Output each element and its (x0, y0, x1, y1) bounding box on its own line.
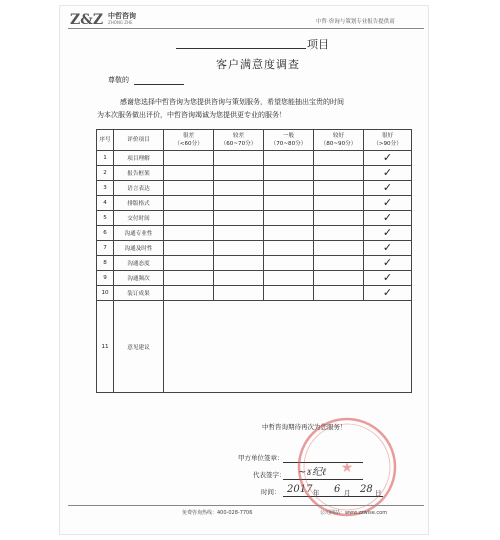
rating-cell[interactable] (214, 286, 264, 301)
rating-cell[interactable] (314, 151, 364, 166)
rating-range: （60~70分） (220, 141, 257, 147)
date-day: 28 (360, 484, 373, 495)
check-mark-icon: ✓ (382, 286, 393, 299)
rating-table (96, 129, 412, 393)
rating-cell-checked[interactable] (364, 151, 412, 166)
rating-cell-checked[interactable] (364, 241, 412, 256)
footer-divider (68, 505, 424, 506)
rating-cell-checked[interactable] (364, 286, 412, 301)
rating-cell[interactable] (264, 181, 314, 196)
col-header-item: 评价项目 (114, 130, 164, 151)
table-row (97, 196, 412, 211)
rating-cell[interactable] (314, 226, 364, 241)
handwritten-signature: ~ɤ纪ℓ (298, 467, 327, 478)
rating-cell[interactable] (314, 286, 364, 301)
col-header-rating (214, 130, 264, 151)
row-item: 沟通专业性 (114, 226, 164, 241)
rating-cell[interactable] (264, 196, 314, 211)
rating-cell-checked[interactable] (364, 271, 412, 286)
col-header-rating (364, 130, 412, 151)
table-row (97, 166, 412, 181)
greeting: 尊敬的 (108, 76, 129, 84)
check-mark-icon: ✓ (382, 196, 393, 209)
rating-label: 很好 (381, 133, 394, 139)
date-year: 2017 (287, 484, 313, 495)
intro-line-1: 感谢您选择中哲咨询为您提供咨询与策划服务，希望您能抽出宝贵的时间 (120, 98, 344, 106)
rating-label: 一般 (282, 133, 295, 139)
check-mark-icon: ✓ (382, 151, 393, 164)
row-item: 沟通态度 (114, 256, 164, 271)
rating-cell[interactable] (314, 196, 364, 211)
rating-range: （<60分） (174, 141, 203, 147)
rating-cell[interactable] (164, 271, 214, 286)
table-row (97, 211, 412, 226)
row-item: 语言表达 (114, 181, 164, 196)
header-divider (68, 28, 424, 29)
row-number: 10 (97, 286, 114, 301)
row-number: 6 (97, 226, 114, 241)
rating-cell[interactable] (164, 181, 214, 196)
website: 公司网站：www.zzwise.com (320, 510, 388, 516)
table-row (97, 226, 412, 241)
check-mark-icon: ✓ (382, 241, 393, 254)
row-number: 8 (97, 256, 114, 271)
suggestion-row (97, 301, 412, 393)
row-number: 2 (97, 166, 114, 181)
col-header-rating (314, 130, 364, 151)
rating-cell[interactable] (214, 196, 264, 211)
rating-cell[interactable] (264, 166, 314, 181)
row-item: 装订成果 (114, 286, 164, 301)
rating-range: （80~90分） (320, 141, 357, 147)
table-row (97, 151, 412, 166)
rating-cell[interactable] (164, 241, 214, 256)
row-item: 报告框架 (114, 166, 164, 181)
check-mark-icon: ✓ (382, 226, 393, 239)
company-logo: Z&Z (70, 12, 104, 28)
check-mark-icon: ✓ (382, 271, 393, 284)
rating-cell[interactable] (214, 151, 264, 166)
date-month: 6 (334, 484, 341, 495)
rating-cell[interactable] (164, 151, 214, 166)
row-number: 9 (97, 271, 114, 286)
party-a-stamp-label: 甲方单位签章： (238, 454, 284, 462)
row-item: 交付时间 (114, 211, 164, 226)
rating-label: 较差 (232, 133, 245, 139)
rating-cell[interactable] (164, 256, 214, 271)
svg-text:★: ★ (340, 460, 354, 476)
project-suffix: 项目 (307, 38, 329, 51)
rating-cell[interactable] (314, 211, 364, 226)
rating-cell-checked[interactable] (364, 256, 412, 271)
rating-cell[interactable] (264, 211, 314, 226)
check-mark-icon: ✓ (382, 256, 393, 269)
table-header-row (97, 130, 412, 151)
rating-cell[interactable] (164, 286, 214, 301)
closing-message: 中哲咨询期待再次为您服务！ (262, 423, 347, 431)
rating-cell[interactable] (214, 166, 264, 181)
rating-cell[interactable] (264, 271, 314, 286)
rating-cell[interactable] (314, 181, 364, 196)
check-mark-icon: ✓ (382, 166, 393, 179)
rating-cell[interactable] (164, 166, 214, 181)
rating-range: （>90分） (373, 141, 402, 147)
rating-label: 较好 (332, 133, 345, 139)
day-unit: 日 (375, 489, 382, 497)
row-number: 5 (97, 211, 114, 226)
rating-cell-checked[interactable] (364, 226, 412, 241)
company-name-en: ZHONG ZHE (108, 20, 133, 25)
check-mark-icon: ✓ (382, 181, 393, 194)
rating-cell[interactable] (214, 226, 264, 241)
row-number: 3 (97, 181, 114, 196)
rating-cell[interactable] (264, 226, 314, 241)
year-unit: 年 (313, 489, 320, 497)
rating-cell[interactable] (264, 241, 314, 256)
row-number: 7 (97, 241, 114, 256)
client-name-blank (134, 84, 184, 85)
col-header-rating (264, 130, 314, 151)
rating-cell[interactable] (314, 256, 364, 271)
col-header-no: 序号 (97, 130, 114, 151)
rating-cell[interactable] (314, 271, 364, 286)
month-unit: 月 (344, 489, 351, 497)
row-item: 沟通频次 (114, 271, 164, 286)
representative-label: 代表签字： (253, 471, 286, 479)
rating-cell[interactable] (314, 166, 364, 181)
row-item: 沟通及时性 (114, 241, 164, 256)
rating-cell-checked[interactable] (364, 211, 412, 226)
table-row (97, 286, 412, 301)
table-row (97, 241, 412, 256)
table-row (97, 256, 412, 271)
header-slogan: 中哲·咨询与策划专业报告提供商 (316, 19, 395, 25)
rating-cell[interactable] (264, 151, 314, 166)
row-number: 1 (97, 151, 114, 166)
project-name-blank (176, 48, 306, 49)
rating-cell[interactable] (264, 286, 314, 301)
rating-cell[interactable] (264, 256, 314, 271)
rating-cell-checked[interactable] (364, 166, 412, 181)
rating-cell[interactable] (214, 241, 264, 256)
row-number: 4 (97, 196, 114, 211)
table-row (97, 271, 412, 286)
col-header-rating (164, 130, 214, 151)
rating-cell[interactable] (314, 241, 364, 256)
table-row (97, 181, 412, 196)
form-title: 客户满意度调查 (216, 58, 300, 71)
rating-cell-checked[interactable] (364, 181, 412, 196)
suggestion-label: 意见建议 (114, 301, 164, 393)
rating-cell[interactable] (214, 256, 264, 271)
suggestion-field[interactable] (164, 301, 412, 393)
rating-cell[interactable] (164, 211, 214, 226)
row-number: 11 (97, 301, 114, 393)
intro-line-2: 为本次服务做出评价，中哲咨询竭诚为您提供更专业的服务！ (97, 111, 286, 119)
row-item: 排版格式 (114, 196, 164, 211)
rating-cell[interactable] (164, 196, 214, 211)
rating-cell[interactable] (164, 226, 214, 241)
rating-cell[interactable] (214, 181, 264, 196)
rating-label: 很差 (182, 133, 195, 139)
company-name-cn: 中哲咨询 (108, 12, 136, 20)
rating-cell-checked[interactable] (364, 196, 412, 211)
rating-range: （70~80分） (270, 141, 307, 147)
rating-cell[interactable] (214, 211, 264, 226)
check-mark-icon: ✓ (382, 211, 393, 224)
hotline: 免费咨询热线：400-028-7706 (182, 510, 253, 516)
rating-cell[interactable] (214, 271, 264, 286)
row-item: 项目理解 (114, 151, 164, 166)
date-label: 时间： (261, 488, 281, 496)
